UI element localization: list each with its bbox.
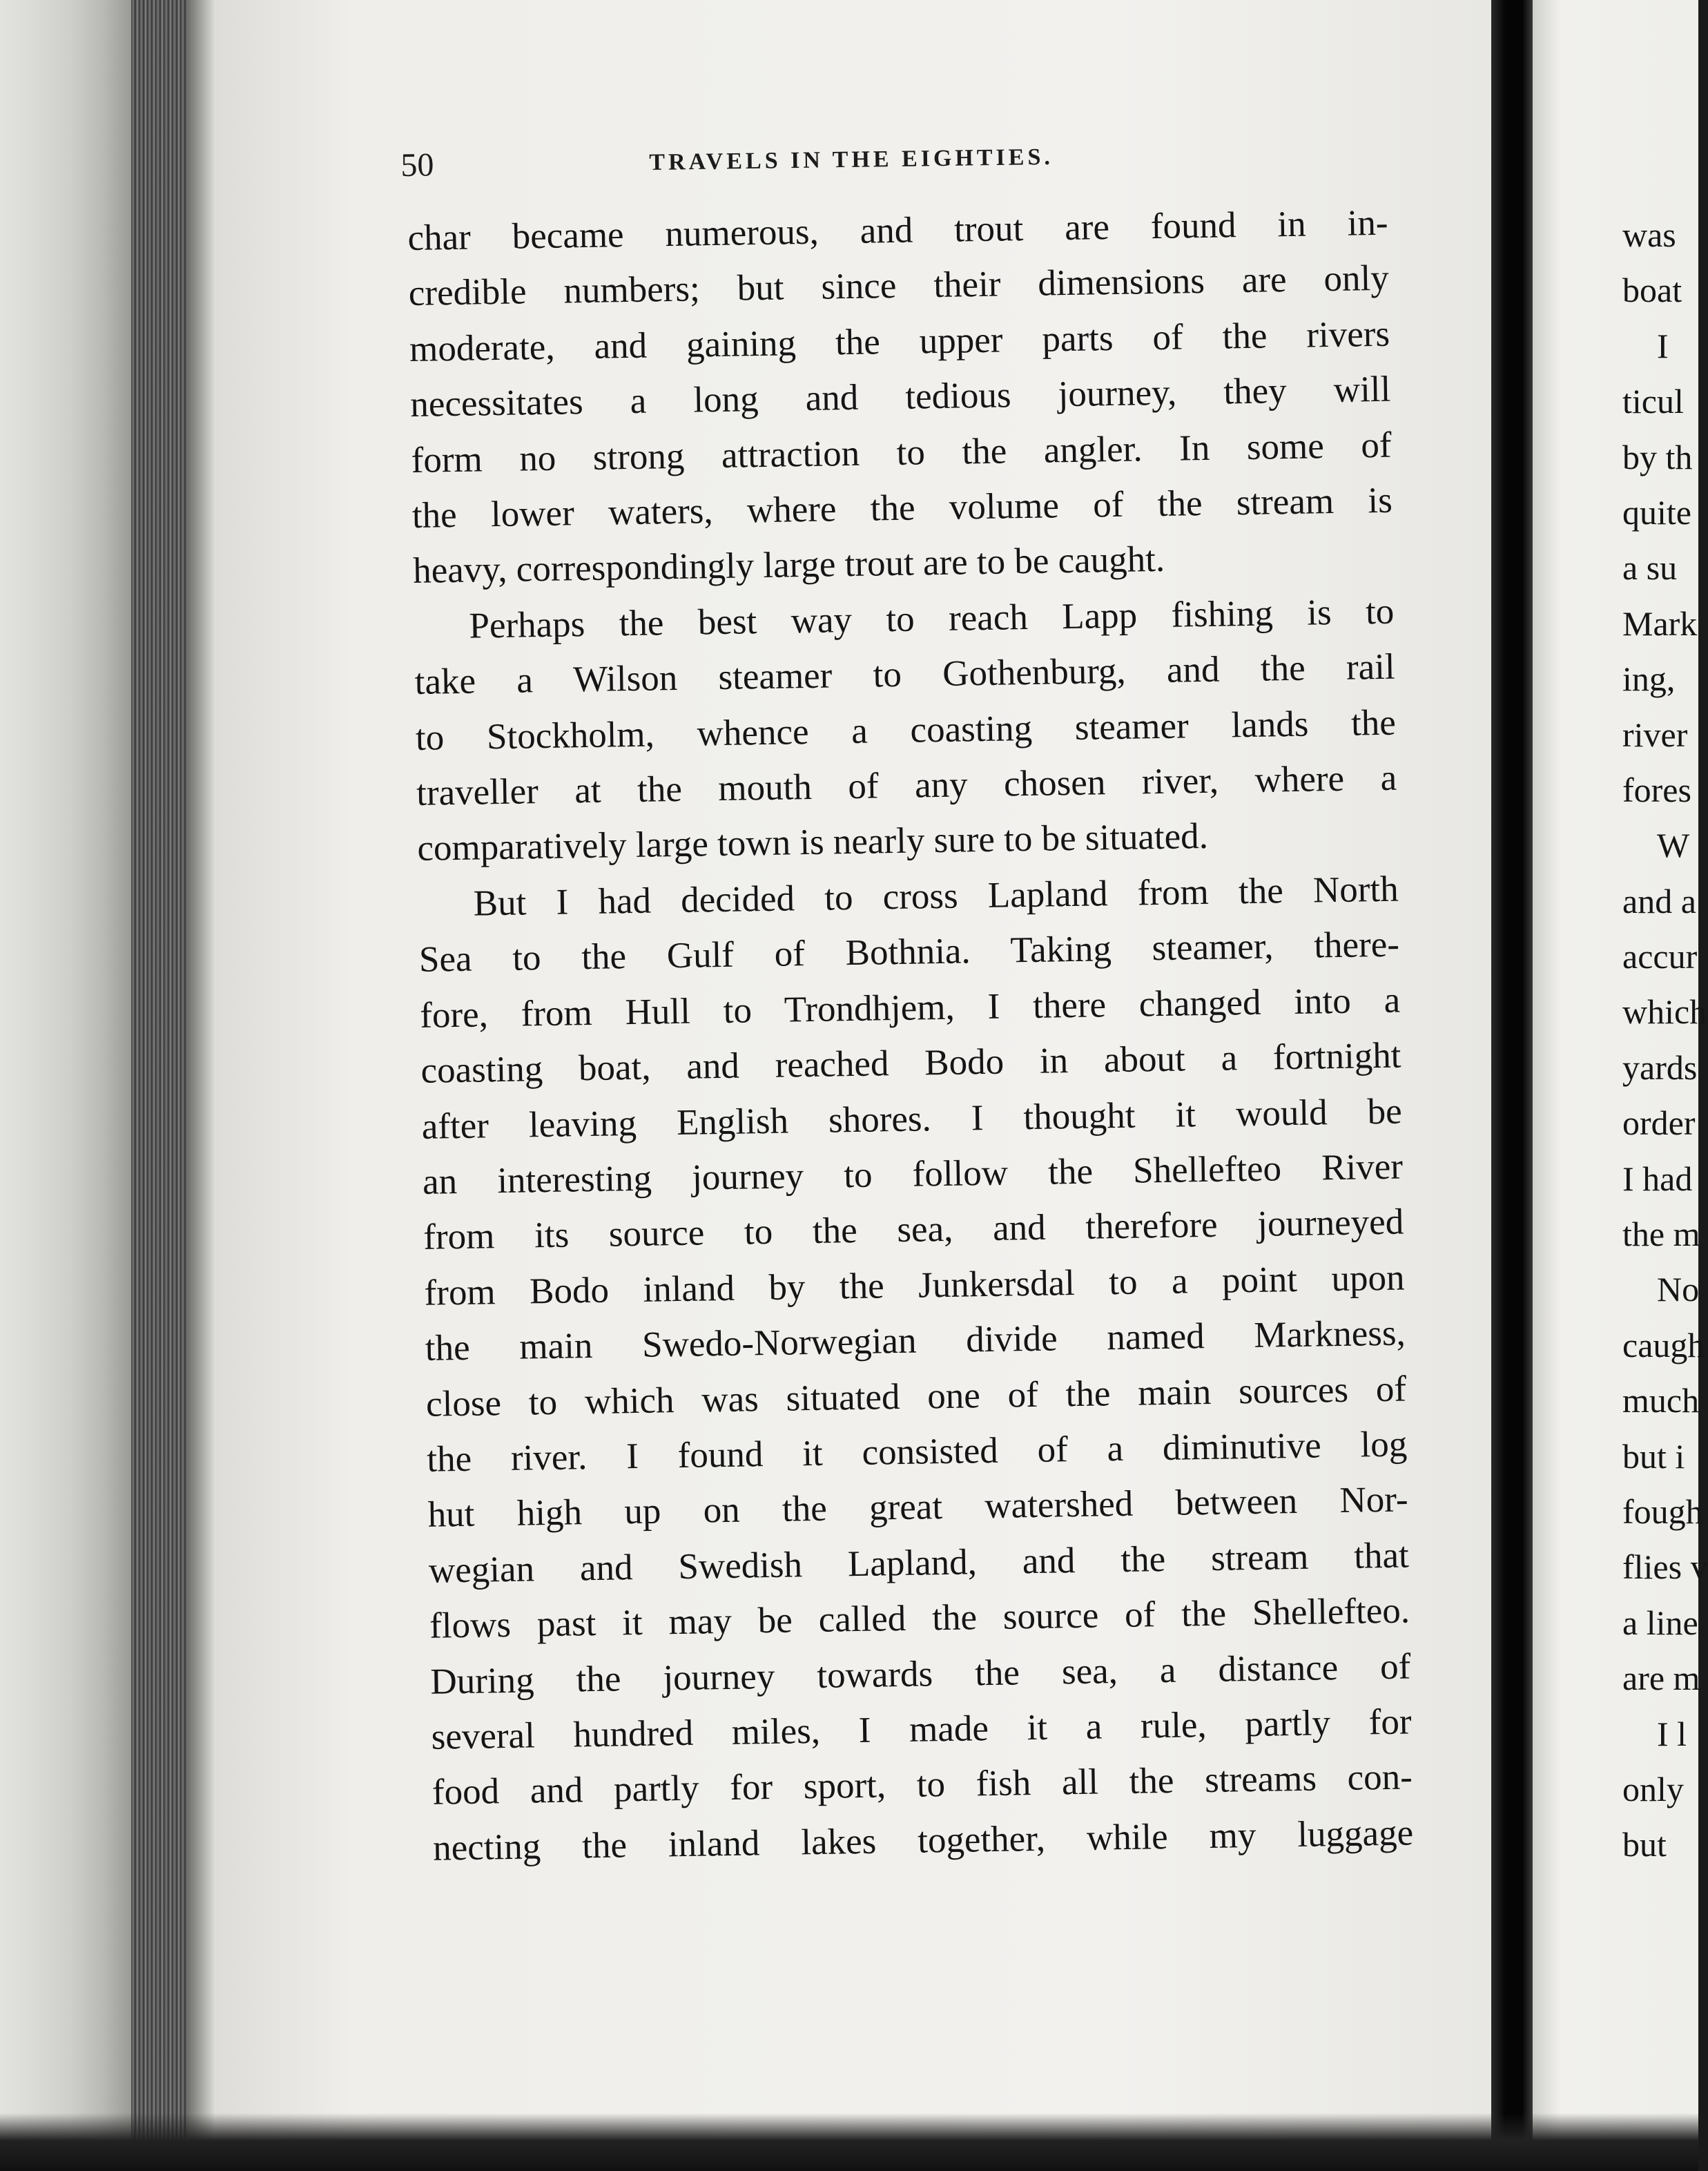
text-line: But I had decided to cross Lapland from the North [473,869,1399,924]
text-line: food and partly for sport, to fish all the streams con- [431,1757,1413,1813]
text-line: flows past it may be called the source of the Shellefteo. [429,1590,1410,1646]
text-line: credible numbers; but since their dimensions are only [408,258,1390,314]
text-line: heavy, correspondingly large trout are to be caught. [412,539,1165,592]
facing-line: quite [1622,492,1691,532]
facing-line: and a [1622,881,1696,920]
text-line: take a Wilson steamer to Gothenburg, and the rail [414,646,1396,703]
facing-line: caugh [1622,1325,1705,1364]
text-line: close to which was situated one of the main sources of [425,1369,1407,1425]
facing-line: I [1657,326,1669,365]
page-number: 50 [400,146,434,184]
facing-line: a su [1622,548,1678,588]
facing-line: which [1622,992,1707,1032]
facing-line: a line [1622,1603,1698,1642]
text-line: Sea to the Gulf of Bothnia. Taking steamer, there- [418,924,1400,981]
facing-line: flies v [1622,1547,1708,1587]
text-line: several hundred miles, I made it a rule, partly for [431,1701,1413,1757]
facing-line: are m [1622,1659,1700,1698]
facing-line: river [1622,715,1688,754]
paragraph-1 [407,195,1394,599]
text-line: fore, from Hull to Trondhjem, I there changed into a [419,980,1401,1036]
text-line: moderate, and gaining the upper parts of the rivers [409,313,1390,369]
text-line: an interesting journey to follow the Shellefteo River [422,1146,1404,1202]
facing-line: but [1622,1825,1667,1864]
facing-line: fough [1622,1492,1703,1531]
paragraph-2 [414,583,1398,876]
text-line: coasting boat, and reached Bodo in about a fortnight [420,1035,1401,1091]
facing-line: but i [1622,1436,1685,1476]
text-line: the lower waters, where the volume of the stream is [411,480,1393,536]
text-line: after leaving English shores. I thought it would be [421,1091,1403,1147]
facing-line: the m [1622,1215,1700,1254]
text-line: hut high up on the great watershed between Nor- [427,1479,1408,1536]
facing-line: ing, [1622,659,1676,699]
text-line: comparatively large town is nearly sure to be situated. [417,816,1209,869]
text-line: from its source to the sea, and therefore journeyed [423,1202,1404,1258]
facing-line: I l [1657,1714,1687,1753]
text-line: from Bodo inland by the Junkersdal to a point upon [424,1257,1405,1313]
text-line: necessitates a long and tedious journey, they will [409,369,1391,425]
text-line: During the journey towards the sea, a distance of [430,1646,1411,1702]
facing-line: accur [1622,937,1698,976]
body-text [407,195,1414,1876]
facing-line: ticul [1622,382,1684,421]
facing-line: W [1657,826,1690,865]
text-line: to Stockholm, whence a coasting steamer lands the [415,702,1397,758]
facing-line: No [1657,1270,1700,1309]
facing-page-text [1622,207,1708,1873]
facing-line: by th [1622,437,1693,476]
facing-line: much [1622,1381,1700,1420]
facing-line: fores [1622,770,1691,809]
paragraph-3 [418,861,1414,1875]
text-line: Perhaps the best way to reach Lapp fishing is to [469,591,1395,646]
text-line: necting the inland lakes together, while my luggage [432,1813,1414,1869]
running-head: TRAVELS IN THE EIGHTIES. [649,144,1054,175]
facing-line: Mark [1622,604,1698,643]
bottom-shadow [0,2113,1698,2171]
book-gutter [1491,0,1533,2171]
text-line: the main Swedo-Norwegian divide named Markness, [425,1313,1406,1369]
facing-line: was [1622,215,1676,254]
facing-line: boat [1622,271,1682,310]
text-line: wegian and Swedish Lapland, and the stream that [428,1535,1410,1591]
text-line: traveller at the mouth of any chosen river, where a [416,758,1397,813]
facing-line: only [1622,1769,1684,1808]
facing-line: I had [1622,1159,1693,1198]
text-line: form no strong attraction to the angler. In some of [411,425,1392,481]
facing-line: order [1622,1103,1696,1143]
left-margin-background [0,0,131,2171]
text-line: char became numerous, and trout are found in in- [407,202,1388,258]
facing-line: yards [1622,1048,1698,1087]
text-line: the river. I found it consisted of a diminutive log [426,1424,1408,1480]
page-edge-shadow [186,0,214,2171]
page-edge-stack [131,0,186,2171]
